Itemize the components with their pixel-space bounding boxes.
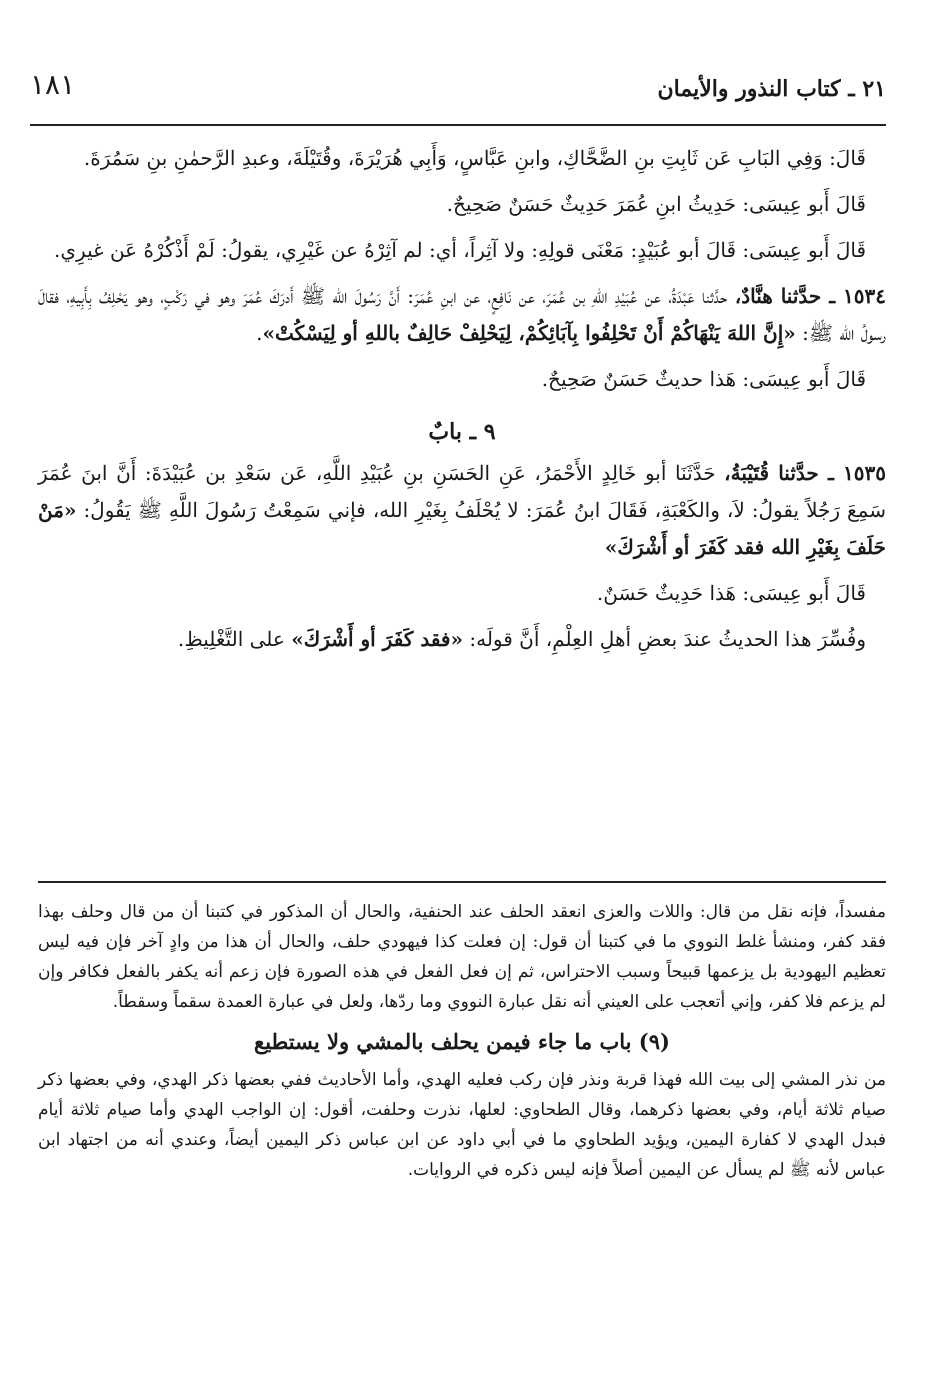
commentary-notes xyxy=(38,897,886,1185)
note-heading: (٩) باب ما جاء فيمن يحلف بالمشي ولا يستطيع xyxy=(254,1029,670,1054)
running-title: ٢١ ـ كتاب النذور والأيمان xyxy=(657,76,886,102)
paragraph-fil-bab: قَالَ: وَفِي البَابِ عَن ثَابِتِ بنِ الضَّحَّاكِ، وابنِ عَبَّاسٍ، وَأَبِي هُرَيْرَةَ، وقُتَيْلَةَ، وعبدِ الرَّحمٰنِ بنِ سَمُرَةَ. xyxy=(83,146,866,170)
tafsir-text-1: وفُسِّرَ هذا الحديثُ عندَ بعضِ أهلِ العِلْمِ، أَنَّ قولَه: xyxy=(463,627,866,651)
hadith-1534-matn: «إِنَّ اللهَ يَنْهَاكُمْ أَنْ تَحْلِفُوا بِآبَائِكُمْ، لِيَحْلِفْ حَالِفٌ باللهِ أو لِيَسْكُتْ» xyxy=(262,321,796,345)
paragraph-hukm-2: قَالَ أَبو عِيسَى: هَذا حديثٌ حَسَنٌ صَحِيحٌ. xyxy=(541,367,866,391)
hadith-1535-label: ١٥٣٥ ـ حدَّثنا قُتَيْبَةُ، xyxy=(724,461,886,485)
hadith-1535 xyxy=(38,455,886,566)
notes-divider xyxy=(38,881,886,883)
page-number: ١٨١ xyxy=(30,68,76,101)
hadith-1534-label: ١٥٣٤ ـ حدَّثنا هنَّادٌ، xyxy=(734,284,886,308)
paragraph-hukm-3: قَالَ أَبو عِيسَى: هَذا حَدِيثٌ حَسَنٌ. xyxy=(596,581,866,605)
note-paragraph-1: مفسداً، فإنه نقل من قال: واللات والعزى انعقد الحلف عند الحنفية، والحال أن المذكور في كتبنا أن من قال وحلف بهذا فقد كفر، ومنشأ غلط النووي ما في كتبنا أن قول: إن فعلت كذا فيهودي حلف، والحال أن هذا من وادٍ آخر فإن فيه ليس تعظيم اليهودية بل يزعمها قبيحاً وسبب الاحتراس، ثم إن فعل الفعل في هذه الصورة فإن زعم أنه يكفر بالفعل فكافر وإن لم يزعم فلا كفر، وإني أتعجب على العيني أنه نقل عبارة النووي وما ردّها، ولعل في عبارة العمدة سقماً وسقطاً. xyxy=(38,902,886,1012)
paragraph-abu-ubayd: قَالَ أَبو عِيسَى: قَالَ أبو عُبَيْدٍ: مَعْنَى قولِهِ: ولا آثِراً، أي: لم آثِرْهُ عن غَيْرِي، يقولُ: لَمْ أَذْكُرْهُ عَن غيرِي. xyxy=(54,238,866,262)
hadith-1535-isnad: حَدَّثَنَا أبو خَالِدٍ الأَحْمَرُ، عَنِ الحَسَنِ بنِ عُبَيْدِ اللَّهِ، عَن سَعْدِ بن عُبَيْدَةَ: أَنَّ ابنَ عُمَرَ سَمِعَ رَجُلاً يقولُ: لاَ، والكَعْبَةِ، فَقَالَ ابنُ عُمَرَ: لا يُحْلَفُ بِغَيْرِ الله، فإني سَمِعْتُ رَسُولَ اللَّهِ ﷺ يَقُولُ: xyxy=(38,461,886,522)
hadith-1535-matn: «مَنْ حَلَفَ بِغَيْرِ الله فقد كَفَرَ أو أَشْرَكَ» xyxy=(38,498,886,559)
hadith-1534-end: . xyxy=(256,321,263,345)
paragraph-hukm-1: قَالَ أَبو عِيسَى: حَدِيثُ ابنِ عُمَرَ حَدِيثٌ حَسَنٌ صَحِيحٌ. xyxy=(446,192,866,216)
main-text xyxy=(38,140,886,667)
page-header xyxy=(30,58,886,120)
tafsir-quote: «فقد كَفَرَ أو أَشْرَكَ» xyxy=(291,627,463,651)
hadith-1534 xyxy=(38,278,886,352)
tafsir-text-2: على التَّغْلِيظِ. xyxy=(177,627,292,651)
hadith-1534-isnad: حدَّثنا عَبْدَةُ، عن عُبَيْدِ اللهِ بن عُمَرَ، عن نَافِعٍ، عن ابنِ عُمَرَ: أَنَّ رَسُولَ الله ﷺ أَدرَكَ عُمَرَ وهو في رَكْبٍ، وهو يَحْلِفُ بِأَبِيهِ، فقالَ رسولُ الله ﷺ: xyxy=(38,284,886,345)
header-divider xyxy=(30,124,886,126)
note-paragraph-2: من نذر المشي إلى بيت الله فهذا قربة ونذر فإن ركب فعليه الهدي، وأما الأحاديث ففي بعضها ذكر الهدي، وفي بعضها ذكر صيام ثلاثة أيام، وفي بعضها ذكرهما، وقال الطحاوي: لعلها، نذرت وحلفت، أقول: إن الواجب الهدي وأما صيام ثلاثة أيام فبدل الهدي لا كفارة اليمين، ويؤيد الطحاوي ما في أبي داود عن ابن عباس ذكر اليمين أيضاً، وعندي أنه من اجتهاد ابن عباس لأنه ﷺ لم يسأل عن اليمين أصلاً فإنه ليس ذكره في الروايات. xyxy=(38,1070,886,1180)
chapter-heading: ٩ ـ بابٌ xyxy=(428,419,496,445)
paragraph-tafsir xyxy=(38,621,886,658)
